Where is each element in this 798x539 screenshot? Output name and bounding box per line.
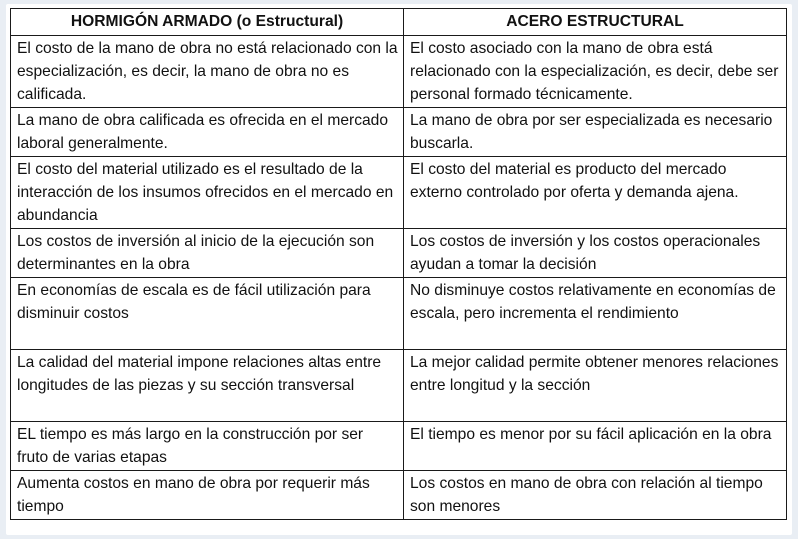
cell-acero: [404, 350, 787, 422]
cell-acero: [404, 157, 787, 229]
table-row: [11, 157, 787, 229]
table-row: [11, 471, 787, 520]
cell-acero: [404, 422, 787, 471]
cell-acero: [404, 108, 787, 157]
cell-text: El costo del material utilizado es el resultado de la interacción de los insumos ofrecidos en el mercado en abundancia: [17, 161, 394, 224]
cell-acero: [404, 471, 787, 520]
table-row: [11, 108, 787, 157]
cell-hormigon: [11, 422, 404, 471]
cell-text: La calidad del material impone relaciones altas entre longitudes de las piezas y su sección transversal: [17, 354, 382, 394]
cell-text: El costo del material es producto del mercado externo controlado por oferta y demanda ajena.: [410, 161, 739, 201]
cell-text: Los costos de inversión y los costos operacionales ayudan a tomar la decisión: [410, 233, 761, 273]
header-hormigon-armado: HORMIGÓN ARMADO (o Estructural): [11, 9, 404, 36]
cell-text: La mano de obra por ser especializada es necesario buscarla.: [410, 112, 773, 152]
table-row: [11, 36, 787, 108]
cell-text: Aumenta costos en mano de obra por requerir más tiempo: [17, 475, 370, 515]
table-row: [11, 350, 787, 422]
cell-text: El costo de la mano de obra no está relacionado con la especialización, es decir, la mano de obra no es calificada.: [17, 40, 398, 103]
cell-text: Los costos en mano de obra con relación al tiempo son menores: [410, 475, 763, 515]
cell-hormigon: [11, 278, 404, 350]
cell-hormigon: [11, 471, 404, 520]
cell-hormigon: [11, 108, 404, 157]
table-row: [11, 278, 787, 350]
cell-hormigon: [11, 36, 404, 108]
table-row: [11, 422, 787, 471]
cell-text: Los costos de inversión al inicio de la ejecución son determinantes en la obra: [17, 233, 375, 273]
cell-hormigon: [11, 350, 404, 422]
cell-text: No disminuye costos relativamente en economías de escala, pero incrementa el rendimiento: [410, 282, 776, 322]
cell-text: El costo asociado con la mano de obra está relacionado con la especialización, es decir, debe ser personal formado técnicamente.: [410, 40, 779, 103]
cell-hormigon: [11, 157, 404, 229]
cell-acero: [404, 36, 787, 108]
cell-hormigon: [11, 229, 404, 278]
document-frame: [6, 4, 792, 535]
cell-text: El tiempo es menor por su fácil aplicación en la obra: [410, 426, 772, 443]
cell-text: EL tiempo es más largo en la construcción por ser fruto de varias etapas: [17, 426, 364, 466]
header-acero-estructural: ACERO ESTRUCTURAL: [404, 9, 787, 36]
cell-text: La mejor calidad permite obtener menores relaciones entre longitud y la sección: [410, 354, 779, 394]
cell-acero: [404, 278, 787, 350]
table-row: [11, 229, 787, 278]
cell-text: En economías de escala es de fácil utilización para disminuir costos: [17, 282, 371, 322]
cell-text: La mano de obra calificada es ofrecida en el mercado laboral generalmente.: [17, 112, 389, 152]
cell-acero: [404, 229, 787, 278]
table-header-row: [11, 9, 787, 36]
comparison-table: [10, 8, 787, 520]
